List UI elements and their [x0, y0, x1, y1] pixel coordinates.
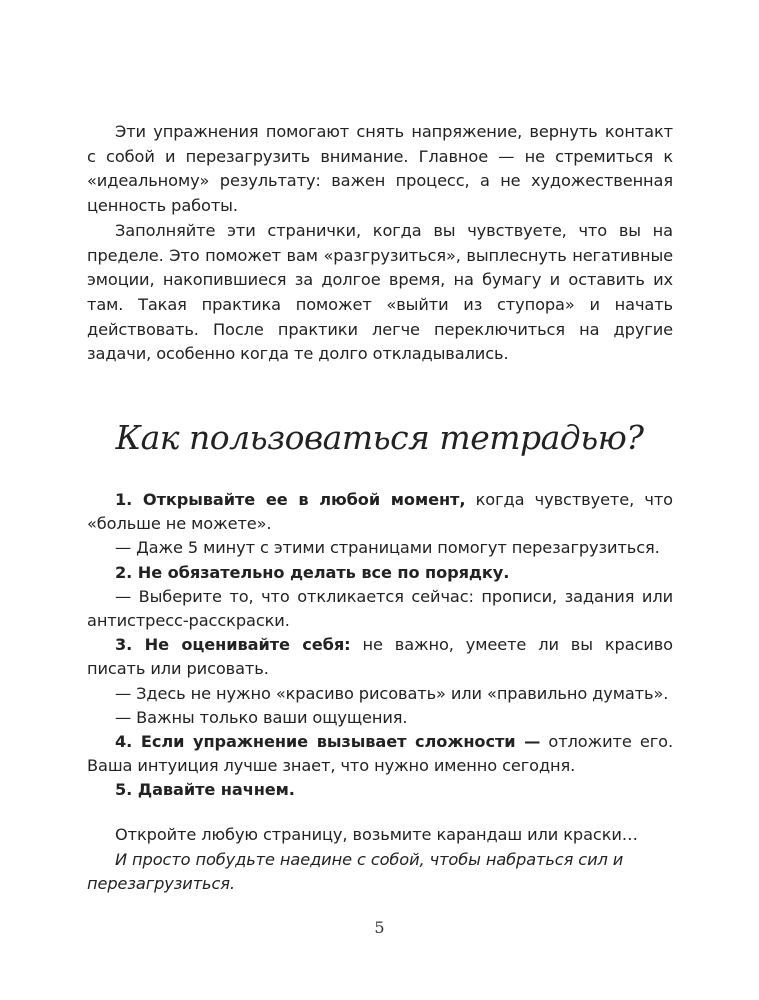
- page-number: 5: [374, 918, 385, 937]
- step-5: [87, 778, 673, 802]
- step-4-title: 4. Если упражнение вызывает сложности —: [115, 732, 541, 752]
- step-1-text: когда чувствуете, что «больше не можете».: [87, 490, 673, 534]
- step-1: [87, 488, 673, 536]
- step-3-note-2: — Важны только ваши ощущения.: [115, 707, 408, 727]
- step-1-title: 1. Открывайте ее в любой момент,: [115, 490, 466, 509]
- intro-paragraph-2: Заполняйте эти странички, когда вы чувствуете, что вы на пределе. Это поможет вам «разгрузиться», выплеснуть негативные эмоции, накопившиеся за долгое время, на бумагу и оставить их там. Такая практика поможет «выйти из ступора» и начать действовать. После практики легче переключиться на другие задачи, особенно когда те долго откладывались.: [87, 220, 673, 364]
- outro-paragraph-2: И просто побудьте наедине с собой, чтобы набраться сил и перезагрузиться.: [87, 849, 624, 893]
- outro-section: [87, 823, 673, 897]
- step-3-note-1: — Здесь не нужно «красиво рисовать» или «правильно думать».: [115, 683, 669, 703]
- section-heading: Как пользоваться тетрадью?: [115, 418, 644, 457]
- step-3-title: 3. Не оценивайте себя:: [115, 635, 351, 655]
- step-3: [87, 633, 673, 681]
- intro-section: [87, 120, 673, 367]
- step-2-title: 2. Не обязательно делать все по порядку.: [115, 562, 510, 582]
- step-3-text: не важно, умеете ли вы красиво писать или рисовать.: [87, 635, 673, 679]
- step-2-note: — Выберите то, что откликается сейчас: прописи, задания или антистресс-расскраски.: [87, 586, 673, 631]
- outro-paragraph-1: Откройте любую страницу, возьмите карандаш или краски…: [115, 825, 638, 844]
- step-5-title: 5. Давайте начнем.: [115, 780, 295, 800]
- step-2: [87, 561, 673, 585]
- intro-paragraph-1: Эти упражнения помогают снять напряжение, вернуть контакт с собой и перезагрузить внимание. Главное — не стремиться к «идеальному» результату: важен процесс, а не художественная ценность работы.: [87, 122, 673, 216]
- step-1-note: — Даже 5 минут с этими страницами помогут перезагрузиться.: [115, 538, 660, 558]
- steps-section: [87, 488, 673, 803]
- step-4: [87, 730, 673, 778]
- step-4-text: отложите его. Ваша интуиция лучше знает, что нужно именно сегодня.: [87, 732, 673, 776]
